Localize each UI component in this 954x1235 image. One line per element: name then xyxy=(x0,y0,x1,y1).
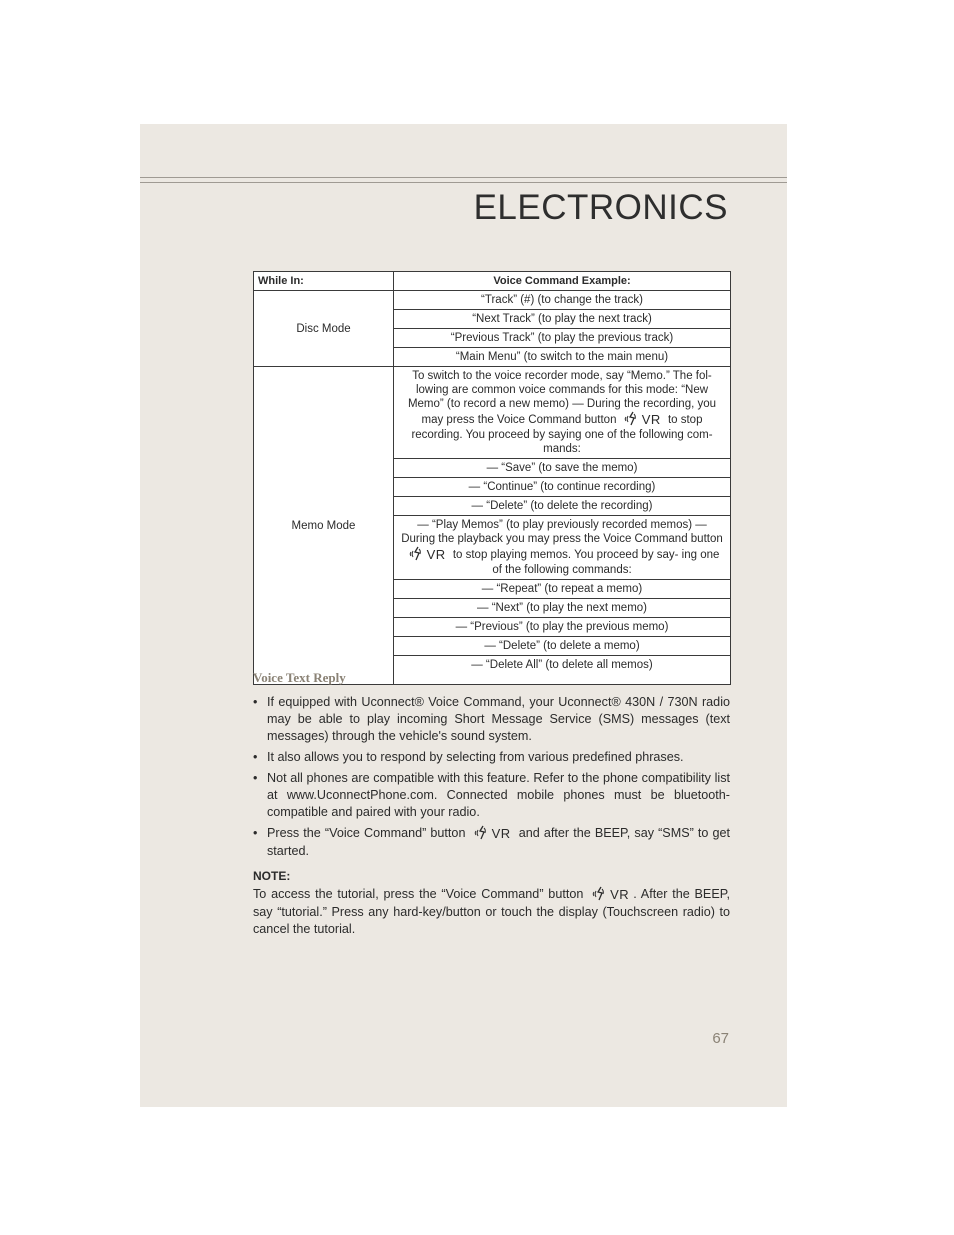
list-item: • If equipped with Uconnect® Voice Command, your Uconnect® 430N / 730N radio may be able to play incoming Short Message Service (SMS) messages (text messages) through the vehicle's sound system. xyxy=(253,694,730,745)
table-cell: — “Delete” (to delete the recording) xyxy=(394,497,731,516)
voice-text-reply-heading: Voice Text Reply xyxy=(253,670,346,685)
vr-button-inline xyxy=(474,825,511,843)
vr-button-inline xyxy=(624,411,661,428)
play-memos-cell xyxy=(394,516,731,580)
list-item: • Not all phones are compatible with this feature. Refer to the phone compatibility list at www.UconnectPhone.com. Connected mobile phones must be bluetooth-compatible and paired with your radio. xyxy=(253,770,730,821)
vr-label: VR xyxy=(491,826,511,841)
table-cell: — “Repeat” (to repeat a memo) xyxy=(394,580,731,599)
table-cell: — “Previous” (to play the previous memo) xyxy=(394,618,731,637)
note-text xyxy=(253,886,730,938)
note-label: NOTE: xyxy=(253,869,291,883)
play-memos-text-end: to stop playing memos. You proceed by say- ing one of the following commands: xyxy=(452,549,720,576)
voice-text-reply-list xyxy=(253,694,730,864)
memo-intro-text: To switch to the voice recorder mode, say “Memo.” The fol- lowing are common voice commands for this mode: “New Memo” (to record a new memo) — During the recording, you may press the Voice Command button xyxy=(407,370,717,426)
section-title: ELECTRONICS xyxy=(473,188,728,227)
voice-command-icon xyxy=(624,411,640,426)
note-text-end: . After the BEEP, say “tutorial.” Press any hard-key/button or touch the display (Touchscreen radio) to cancel the tutorial. xyxy=(253,887,730,936)
header-rule-top xyxy=(140,177,787,178)
table-cell: — “Continue” (to continue recording) xyxy=(394,478,731,497)
vr-button-inline xyxy=(592,886,629,904)
memo-mode-label: Memo Mode xyxy=(254,367,394,685)
table-cell: — “Delete” (to delete a memo) xyxy=(394,637,731,656)
table-cell: “Track” (#) (to change the track) xyxy=(394,291,731,310)
table-cell: “Previous Track” (to play the previous track) xyxy=(394,329,731,348)
voice-command-table xyxy=(253,271,731,685)
vr-button-inline xyxy=(409,546,446,563)
table-cell: “Next Track” (to play the next track) xyxy=(394,310,731,329)
memo-intro-text-end: to stop recording. You proceed by saying one of the following com- mands: xyxy=(411,414,713,455)
vr-label: VR xyxy=(641,412,661,427)
list-item xyxy=(253,825,730,860)
disc-mode-label: Disc Mode xyxy=(254,291,394,367)
voice-command-icon xyxy=(592,886,608,901)
page-number: 67 xyxy=(712,1030,729,1047)
manual-page xyxy=(140,124,787,1107)
list-item-text: Press the “Voice Command” button xyxy=(267,826,466,840)
play-memos-text: — “Play Memos” (to play previously recorded memos) — During the playback you may press the Voice Command button xyxy=(401,519,723,545)
col-header-while-in: While In: xyxy=(254,272,394,291)
table-cell: — “Delete All” (to delete all memos) xyxy=(394,656,731,685)
voice-command-icon xyxy=(409,546,425,561)
vr-label: VR xyxy=(426,547,446,562)
table-cell: — “Save” (to save the memo) xyxy=(394,459,731,478)
memo-intro-cell xyxy=(394,367,731,459)
table-row xyxy=(254,291,731,310)
table-row xyxy=(254,367,731,459)
table-cell: “Main Menu” (to switch to the main menu) xyxy=(394,348,731,367)
note-text-start: To access the tutorial, press the “Voice Command” button xyxy=(253,887,584,901)
table-header-row xyxy=(254,272,731,291)
list-item-text-end: and after the BEEP, say “SMS” to get started. xyxy=(267,826,731,858)
vr-label: VR xyxy=(610,887,630,902)
header-rule-bottom xyxy=(140,182,787,183)
table-cell: — “Next” (to play the next memo) xyxy=(394,599,731,618)
voice-command-icon xyxy=(474,825,490,840)
list-item: • It also allows you to respond by selecting from various predefined phrases. xyxy=(253,749,730,766)
col-header-voice-command: Voice Command Example: xyxy=(394,272,731,291)
